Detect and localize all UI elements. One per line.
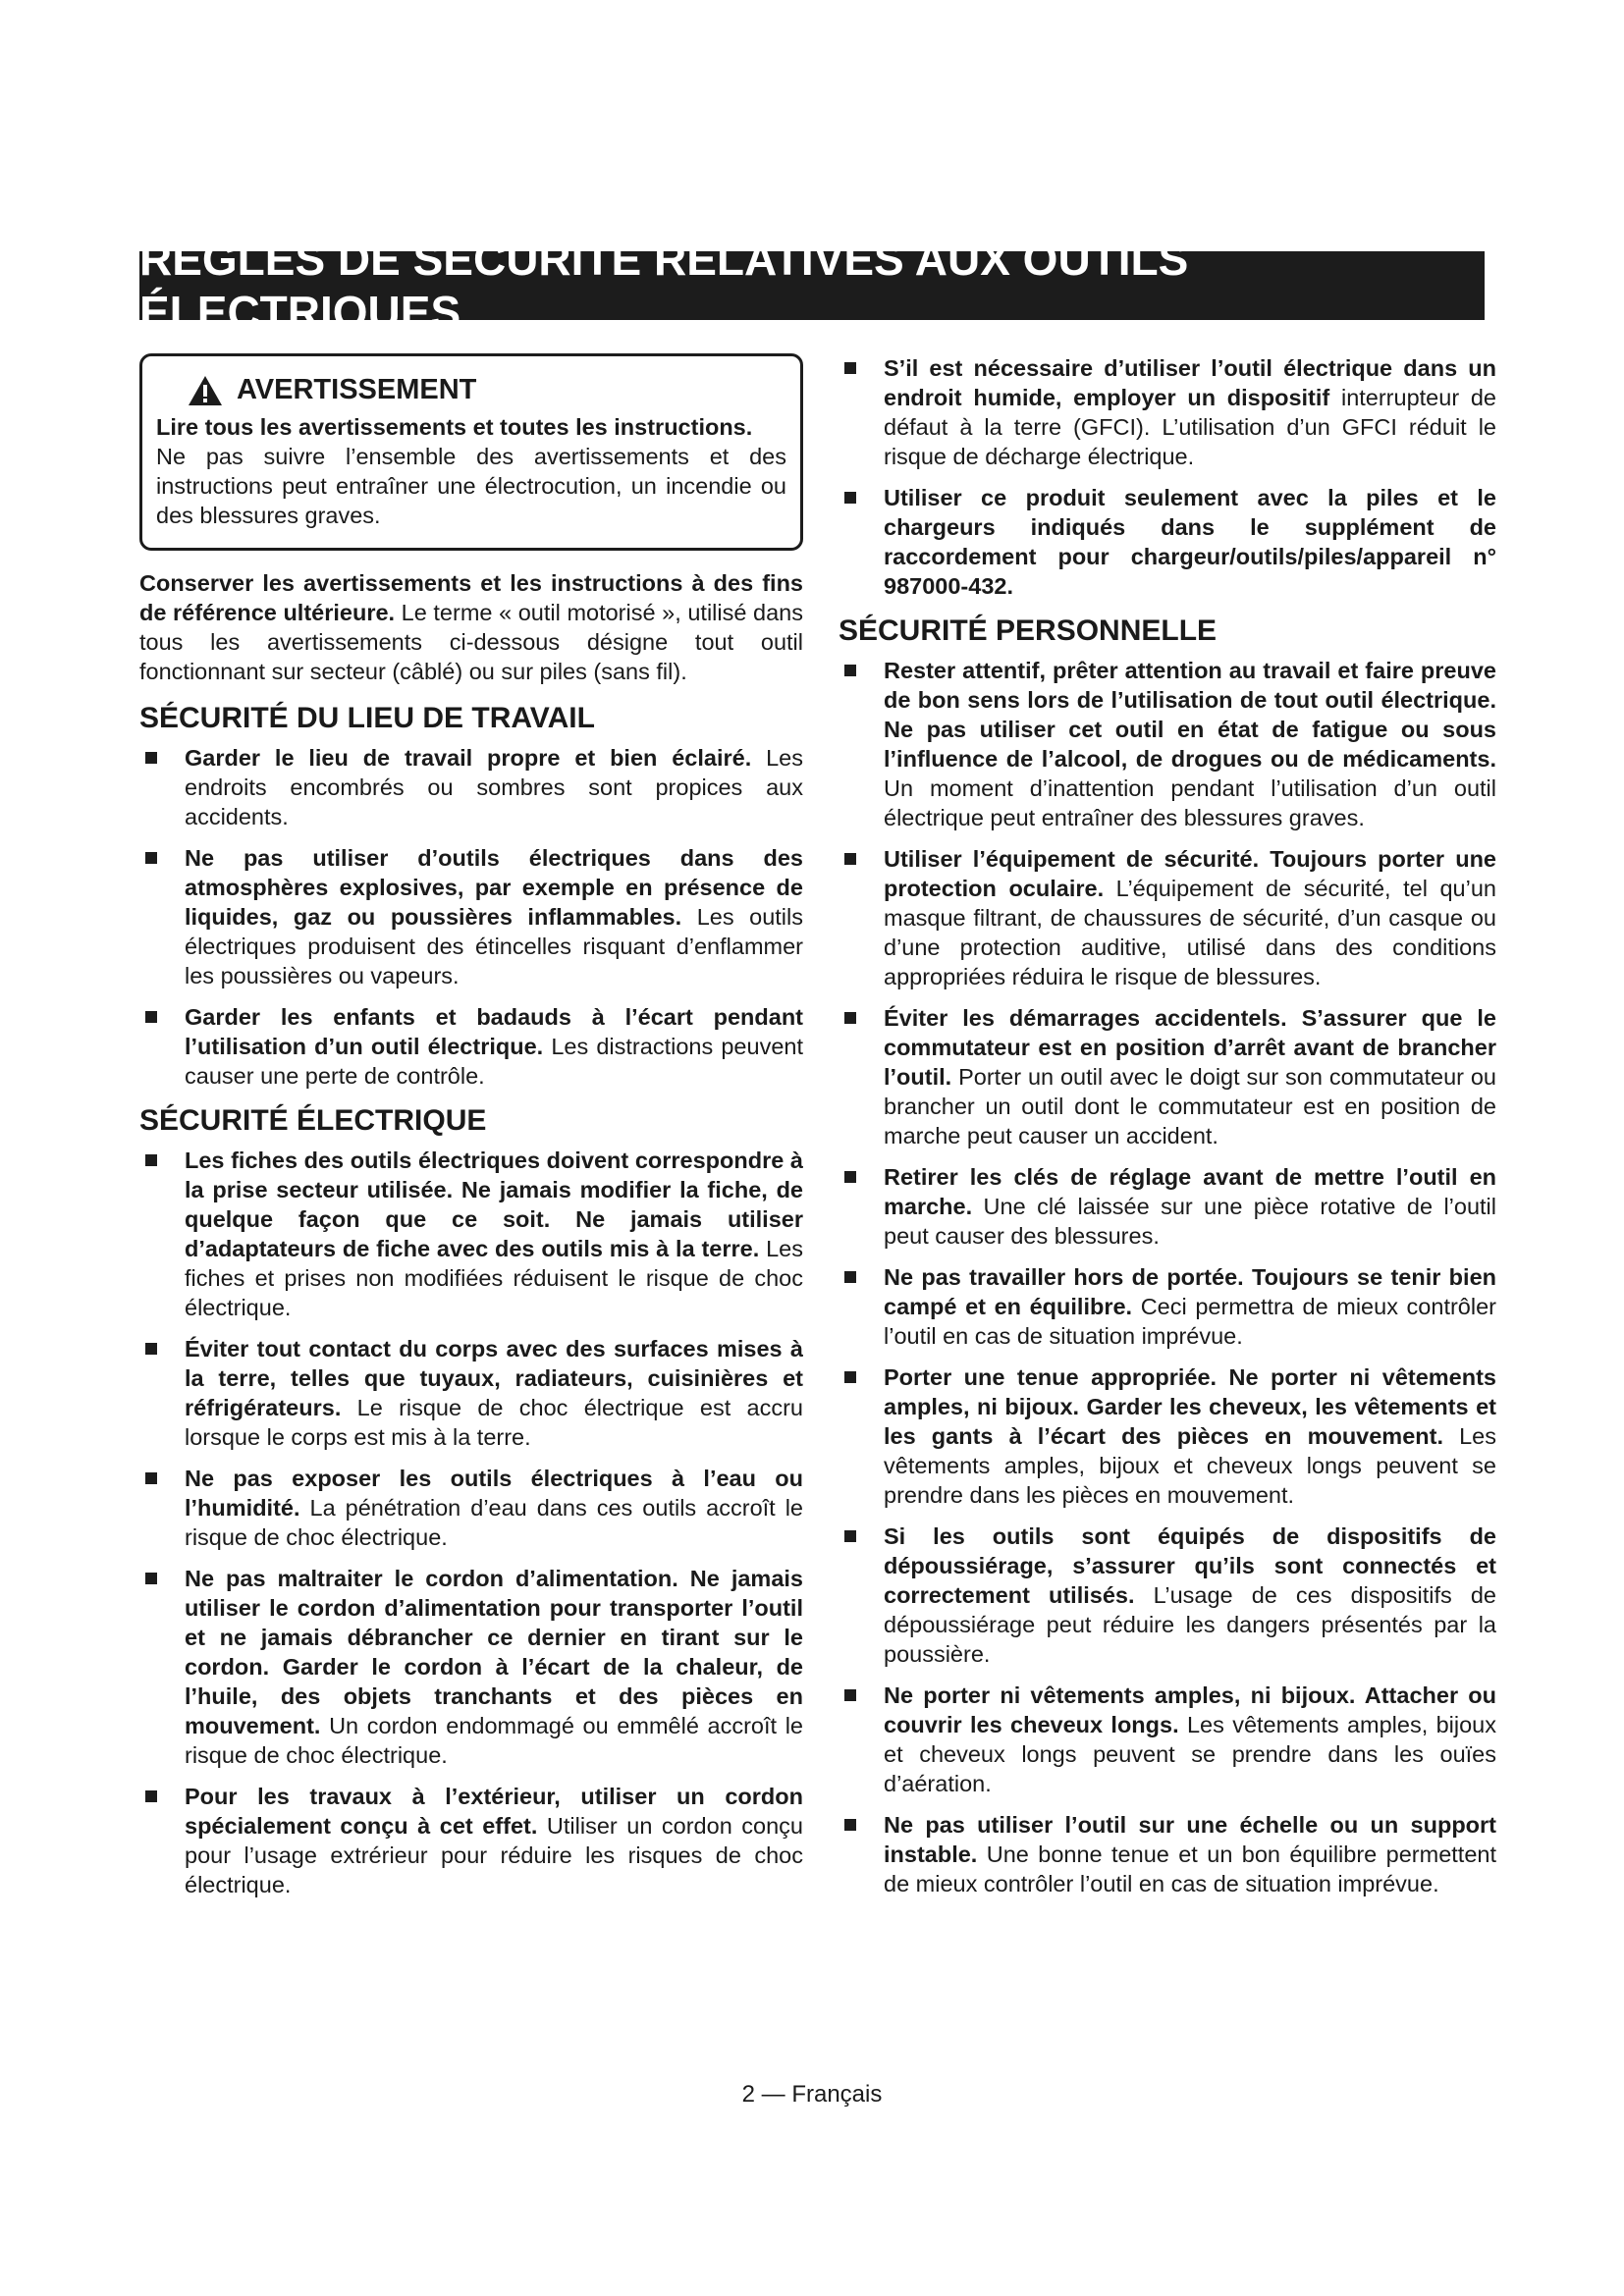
list-item <box>139 743 803 831</box>
item-text: interrupteur de défaut à la terre (GFCI). L’utilisation d’un GFCI réduit le risque de décharge électrique. <box>884 385 1497 469</box>
page-title: RÈGLES DE SÉCURITÉ RELATIVES AUX OUTILS ÉLECTRIQUES <box>139 251 1485 320</box>
item-text: L’usage de ces dispositifs de dépoussiérage peut réduire les dangers présentés par la poussière. <box>884 1582 1496 1667</box>
item-bold: Rester attentif, prêter attention au travail et faire preuve de bon sens lors de l’utilisation de tout outil électrique. Ne pas utiliser cet outil en état de fatigue ou sous l’influence de l’alcool, de drogues ou de médicaments. <box>884 658 1496 772</box>
item-text: Les fiches et prises non modifiées réduisent le risque de choc électrique. <box>185 1236 803 1320</box>
item-bold: S’il est nécessaire d’utiliser l’outil électrique dans un endroit humide, employer un dispositif <box>884 355 1496 410</box>
bullet-icon <box>145 1790 157 1802</box>
page-footer: 2 — Français <box>741 2081 883 2108</box>
item-text: Les distractions peuvent causer une perte de contrôle. <box>185 1034 803 1089</box>
warning-text: Ne pas suivre l’ensemble des avertissements et des instructions peut entraîner une électrocution, un incendie ou des blessures graves. <box>156 444 786 528</box>
item-bold: Éviter tout contact du corps avec des surfaces mises à la terre, telles que tuyaux, radiateurs, cuisinières et réfrigérateurs. <box>185 1336 803 1420</box>
work-area-list <box>139 743 803 1091</box>
item-bold: Éviter les démarrages accidentels. S’assurer que le commutateur est en position d’arrêt avant de brancher l’outil. <box>884 1005 1496 1090</box>
item-bold: Ne porter ni vêtements amples, ni bijoux. Attacher ou couvrir les cheveux longs. <box>884 1682 1496 1737</box>
bullet-icon <box>844 853 856 865</box>
list-item <box>839 656 1496 832</box>
right-column <box>839 353 1496 1910</box>
warning-lead: Lire tous les avertissements et toutes les instructions. <box>156 414 753 440</box>
item-text: Les vêtements amples, bijoux et cheveux longs peuvent se prendre dans les ouïes d’aération. <box>884 1712 1496 1796</box>
list-item <box>839 1522 1496 1669</box>
bullet-icon <box>844 1012 856 1024</box>
item-text: Une clé laissée sur une pièce rotative de l’outil peut causer des blessures. <box>884 1194 1496 1249</box>
list-item <box>839 1162 1496 1251</box>
electrical-list-continued <box>839 353 1496 601</box>
warning-header <box>188 374 786 406</box>
intro-bold: Conserver les avertissements et les instructions à des fins de référence ultérieure. <box>139 570 803 625</box>
item-text: Un moment d’inattention pendant l’utilisation d’un outil électrique peut entraîner des blessures graves. <box>884 775 1496 830</box>
item-bold: Garder les enfants et badauds à l’écart pendant l’utilisation d’un outil électrique. <box>185 1004 803 1059</box>
item-text: Le risque de choc électrique est accru lorsque le corps est mis à la terre. <box>185 1395 803 1450</box>
bullet-icon <box>844 362 856 374</box>
warning-heading: AVERTISSEMENT <box>237 374 477 405</box>
item-bold: Utiliser ce produit seulement avec la piles et le chargeurs indiqués dans le supplément de raccordement pour chargeur/outils/piles/appareil n° 987000-432. <box>884 485 1496 599</box>
list-item <box>839 1262 1496 1351</box>
bullet-icon <box>844 1371 856 1383</box>
bullet-icon <box>145 1573 157 1584</box>
list-item <box>139 1002 803 1091</box>
item-bold: Ne pas exposer les outils électriques à l’eau ou l’humidité. <box>185 1466 803 1521</box>
item-bold: Retirer les clés de réglage avant de mettre l’outil en marche. <box>884 1164 1496 1219</box>
item-bold: Ne pas travailler hors de portée. Toujours se tenir bien campé et en équilibre. <box>884 1264 1496 1319</box>
work-area-heading: SÉCURITÉ DU LIEU DE TRAVAIL <box>139 702 595 734</box>
item-bold: Ne pas maltraiter le cordon d’alimentation. Ne jamais utiliser le cordon d’alimentation pour transporter l’outil et ne jamais débrancher ce dernier en tirant sur le cordon. Garder le cordon à l’écart de la chaleur, de l’huile, des objets tranchants et des pièces en mouvement. <box>185 1566 803 1738</box>
list-item <box>839 1003 1496 1150</box>
item-bold: Porter une tenue appropriée. Ne porter ni vêtements amples, ni bijoux. Garder les cheveux, les vêtements et les gants à l’écart des pièces en mouvement. <box>884 1364 1496 1449</box>
item-bold: Garder le lieu de travail propre et bien éclairé. <box>185 745 752 771</box>
list-item <box>839 844 1496 991</box>
list-item <box>139 1564 803 1770</box>
item-text: Les outils électriques produisent des étincelles risquant d’enflammer les poussières ou vapeurs. <box>185 904 803 988</box>
item-text: Les endroits encombrés ou sombres sont propices aux accidents. <box>185 745 803 829</box>
left-column <box>139 353 803 1911</box>
bullet-icon <box>844 1271 856 1283</box>
item-bold: Si les outils sont équipés de dispositifs de dépoussiérage, s’assurer qu’ils sont connectés et correctement utilisés. <box>884 1523 1496 1608</box>
bullet-icon <box>145 1011 157 1023</box>
bullet-icon <box>145 1472 157 1484</box>
item-text: La pénétration d’eau dans ces outils accroît le risque de choc électrique. <box>185 1495 803 1550</box>
item-text: Porter un outil avec le doigt sur son commutateur ou brancher un outil dont le commutateur est en position de marche peut causer un accident. <box>884 1064 1496 1148</box>
personal-list <box>839 656 1496 1898</box>
item-bold: Pour les travaux à l’extérieur, utiliser un cordon spécialement conçu à cet effet. <box>185 1784 803 1839</box>
bullet-icon <box>145 1154 157 1166</box>
personal-heading: SÉCURITÉ PERSONNELLE <box>839 614 1218 647</box>
electrical-heading: SÉCURITÉ ÉLECTRIQUE <box>139 1104 487 1137</box>
item-bold: Les fiches des outils électriques doivent correspondre à la prise secteur utilisée. Ne jamais modifier la fiche, de quelque façon que ce soit. Ne jamais utiliser d’adaptateurs de fiche avec des outils mis à la terre. <box>185 1148 803 1261</box>
list-item <box>839 1681 1496 1798</box>
intro-text: Le terme « outil motorisé », utilisé dans tous les avertissements ci-dessous désigne tout outil fonctionnant sur secteur (câblé) ou sur piles (sans fil). <box>139 600 803 684</box>
bullet-icon <box>844 1530 856 1542</box>
item-text: Un cordon endommagé ou emmêlé accroît le risque de choc électrique. <box>185 1713 803 1768</box>
list-item <box>839 1810 1496 1898</box>
bullet-icon <box>844 665 856 676</box>
bullet-icon <box>145 852 157 864</box>
list-item <box>139 1334 803 1452</box>
item-text: Une bonne tenue et un bon équilibre permettent de mieux contrôler l’outil en cas de situation imprévue. <box>884 1842 1496 1896</box>
warning-triangle-icon <box>188 375 223 406</box>
item-text: Utiliser un cordon conçu pour l’usage extrérieur pour réduire les risques de choc électrique. <box>185 1813 803 1897</box>
bullet-icon <box>145 1343 157 1355</box>
bullet-icon <box>844 1819 856 1831</box>
item-text: Les vêtements amples, bijoux et cheveux longs peuvent se prendre dans les pièces en mouvement. <box>884 1423 1496 1508</box>
electrical-list <box>139 1146 803 1899</box>
item-bold: Ne pas utiliser l’outil sur une échelle ou un support instable. <box>884 1812 1496 1867</box>
item-text: Ceci permettra de mieux contrôler l’outil en cas de situation imprévue. <box>884 1294 1496 1349</box>
list-item <box>839 1362 1496 1510</box>
list-item <box>839 353 1496 471</box>
list-item <box>839 483 1496 601</box>
list-item <box>139 1464 803 1552</box>
list-item <box>139 1146 803 1322</box>
item-bold: Ne pas utiliser d’outils électriques dans des atmosphères explosives, par exemple en présence de liquides, gaz ou poussières inflammables. <box>185 845 803 930</box>
bullet-icon <box>844 1689 856 1701</box>
intro-paragraph <box>139 568 803 686</box>
list-item <box>139 843 803 990</box>
warning-box <box>139 353 803 551</box>
bullet-icon <box>844 1171 856 1183</box>
bullet-icon <box>844 492 856 504</box>
item-text: L’équipement de sécurité, tel qu’un masque filtrant, de chaussures de sécurité, d’un casque ou d’une protection auditive, utilisé dans des conditions appropriées réduira le risque de blessures. <box>884 876 1496 989</box>
bullet-icon <box>145 752 157 764</box>
item-bold: Utiliser l’équipement de sécurité. Toujours porter une protection oculaire. <box>884 846 1496 901</box>
list-item <box>139 1782 803 1899</box>
